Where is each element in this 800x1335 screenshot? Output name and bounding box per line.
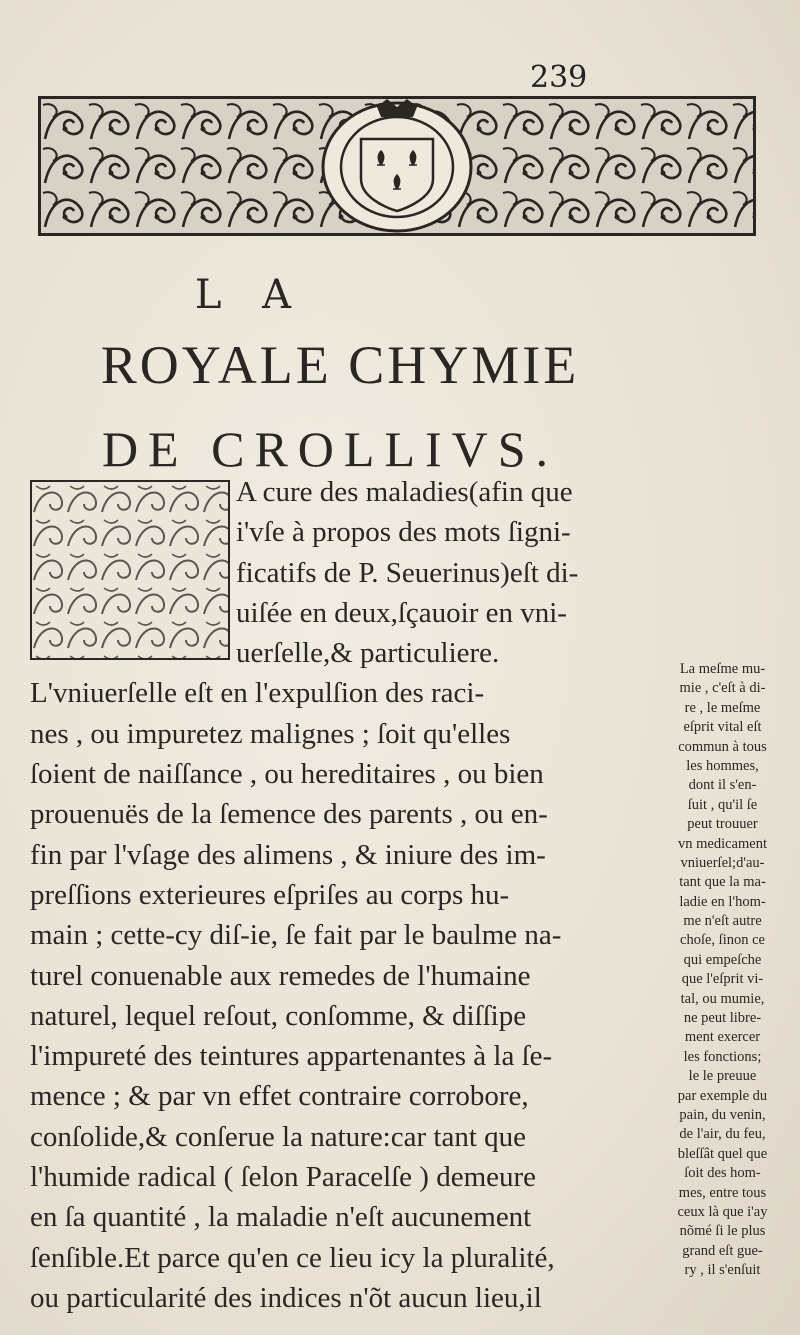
margin-note-line: re , le meſme xyxy=(684,699,761,716)
text-line: en ſa quantité , la maladie n'eſt aucunement xyxy=(30,1201,532,1234)
margin-note-line: dont il s'en- xyxy=(688,777,757,794)
text-line: l'impureté des teintures appartenantes à la ſe- xyxy=(30,1040,553,1073)
text-line: preſſions exterieures eſpriſes au corps hu- xyxy=(30,878,510,911)
margin-note-line: commun à tous xyxy=(678,738,767,755)
text-line: prouenuës de la ſemence des parents , ou en- xyxy=(30,798,548,831)
text-line: uiſée en deux,ſçauoir en vni- xyxy=(236,596,567,629)
text-line: l'humide radical ( ſelon Paracelſe ) demeure xyxy=(30,1161,537,1194)
margin-note-line: nõmé ſi le plus xyxy=(679,1223,766,1240)
margin-note-line: ladie en l'hom- xyxy=(679,893,766,910)
margin-note-line: tant que la ma- xyxy=(679,874,766,891)
margin-note-line: ne peut libre- xyxy=(683,1010,762,1027)
margin-note-line: me n'eſt autre xyxy=(683,913,762,930)
text-line: main ; cette-cy diſ-ie, ſe fait par le baulme na- xyxy=(30,919,562,952)
margin-note-line: tal, ou mumie, xyxy=(680,990,765,1007)
title-line-main: ROYALE CHYMIE xyxy=(100,335,580,395)
margin-note-line: grand eſt gue- xyxy=(682,1242,763,1259)
title-line-la xyxy=(0,272,800,318)
margin-note-line: bleſſât quel que xyxy=(677,1145,768,1162)
headband-ornament-icon xyxy=(41,99,753,233)
text-line: turel conuenable aux remedes de l'humaine xyxy=(30,959,531,992)
margin-note-line: de l'air, du feu, xyxy=(679,1126,766,1143)
margin-note-line: mie , c'eſt à di- xyxy=(679,680,766,697)
margin-note-line: peut trouuer xyxy=(687,816,758,833)
margin-note-line: ceux là que i'ay xyxy=(677,1203,768,1220)
text-line: conſolide,& conſerue la nature:car tant que xyxy=(30,1120,527,1153)
margin-note-line: ſuit , qu'il ſe xyxy=(687,796,758,813)
text-line: naturel, lequel reſout, conſomme, & diſſipe xyxy=(30,999,527,1032)
title-line-sub: DE CROLLIVS. xyxy=(101,421,559,477)
margin-note-line: par exemple du xyxy=(677,1087,768,1104)
marginal-note xyxy=(650,660,795,1281)
margin-note-line: les hommes, xyxy=(686,757,759,774)
margin-note-line: vniuerſel;d'au- xyxy=(680,854,765,871)
margin-note-line: que l'eſprit vi- xyxy=(681,971,764,988)
text-line: A cure des maladies(afin que xyxy=(236,476,573,508)
text-line: i'vſe à propos des mots ſigni- xyxy=(236,516,571,549)
text-line: mence ; & par vn effet contraire corrobore, xyxy=(30,1080,529,1113)
margin-note-line: eſprit vital eſt xyxy=(683,719,762,736)
margin-note-line: vn medicament xyxy=(678,835,767,852)
text-line: nes , ou impuretez malignes ; ſoit qu'elles xyxy=(30,717,511,750)
text-line: fin par l'vſage des alimens , & iniure des im- xyxy=(30,838,546,871)
page-number: 239 xyxy=(530,60,588,95)
text-line: uerſelle,& particuliere. xyxy=(236,637,500,670)
text-line: L'vniuerſelle eſt en l'expulſion des raci- xyxy=(30,677,485,710)
margin-note-line: ry , il s'enſuit xyxy=(684,1262,761,1279)
ornamental-headband xyxy=(38,96,756,236)
text-line: ſoient de naiſſance , ou hereditaires , ou bien xyxy=(30,758,544,791)
main-text-block xyxy=(30,472,640,1318)
text-line: ou particularité des indices n'õt aucun lieu,il xyxy=(30,1281,542,1314)
margin-note-line: La meſme mu- xyxy=(679,661,766,677)
title-la-text: L A xyxy=(194,272,306,318)
margin-note-line: les fonctions; xyxy=(683,1048,762,1065)
margin-note-line: ſoit des hom- xyxy=(684,1165,761,1182)
text-line: ficatifs de P. Seuerinus)eſt di- xyxy=(236,556,579,589)
margin-note-line: qui empeſche xyxy=(683,951,762,968)
margin-note-line: pain, du venin, xyxy=(679,1106,766,1123)
margin-note-line: choſe, ſinon ce xyxy=(680,932,765,949)
text-line: ſenſible.Et parce qu'en ce lieu icy la pluralité, xyxy=(30,1241,555,1274)
margin-note-line: le le preuue xyxy=(688,1068,757,1085)
margin-note-line: ment exercer xyxy=(684,1029,761,1046)
margin-note-line: mes, entre tous xyxy=(678,1184,767,1201)
